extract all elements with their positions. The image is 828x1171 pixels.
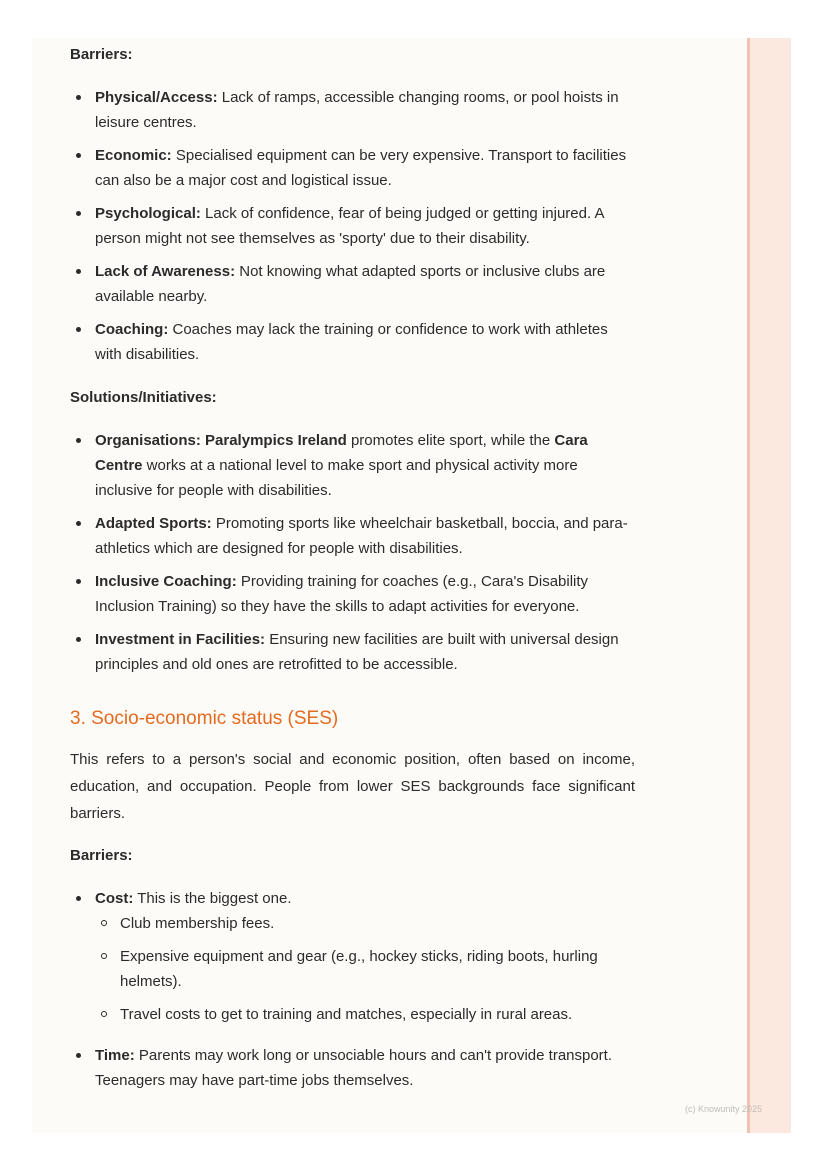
list-item: Economic: Specialised equipment can be very expensive. Transport to facilities can also be a major cost and logistical issue. [70, 143, 635, 193]
right-margin-line [747, 38, 750, 1133]
list-item: Cost: This is the biggest one. Club membership fees. Expensive equipment and gear (e.g., hockey sticks, riding boots, hurling helmets). Travel costs to get to training and matches, especially in rural areas. [70, 886, 635, 1027]
solutions-heading: Solutions/Initiatives: [70, 389, 217, 406]
list-item: Inclusive Coaching: Providing training for coaches (e.g., Cara's Disability Inclusion Training) so they have the skills to adapt activities for everyone. [70, 569, 635, 619]
sub-list-item: Club membership fees. [95, 911, 635, 936]
list-item: Psychological: Lack of confidence, fear of being judged or getting injured. A person might not see themselves as 'sporty' due to their disability. [70, 201, 635, 251]
barriers-list [70, 85, 635, 367]
document-content [70, 42, 635, 1093]
list-item: Physical/Access: Lack of ramps, accessible changing rooms, or pool hoists in leisure centres. [70, 85, 635, 135]
ses-intro-paragraph: This refers to a person's social and economic position, often based on income, education, and occupation. People from lower SES backgrounds face significant barriers. [70, 751, 635, 822]
cost-sublist [95, 911, 635, 1027]
solutions-list [70, 428, 635, 677]
copyright-footer: (c) Knowunity 2025 [685, 1104, 763, 1114]
barriers-heading: Barriers: [70, 46, 133, 63]
section-title: 3. Socio-economic status (SES) [70, 708, 339, 729]
list-item: Adapted Sports: Promoting sports like wheelchair basketball, boccia, and para-athletics which are designed for people with disabilities. [70, 511, 635, 561]
list-item: Coaching: Coaches may lack the training or confidence to work with athletes with disabilities. [70, 317, 635, 367]
list-item: Time: Parents may work long or unsociable hours and can't provide transport. Teenagers may have part-time jobs themselves. [70, 1043, 635, 1093]
sub-list-item: Travel costs to get to training and matches, especially in rural areas. [95, 1002, 635, 1027]
ses-barriers-list [70, 886, 635, 1093]
right-margin-band [749, 38, 791, 1133]
ses-barriers-heading: Barriers: [70, 847, 133, 864]
sub-list-item: Expensive equipment and gear (e.g., hockey sticks, riding boots, hurling helmets). [95, 944, 635, 994]
list-item: Lack of Awareness: Not knowing what adapted sports or inclusive clubs are available nearby. [70, 259, 635, 309]
list-item: Investment in Facilities: Ensuring new facilities are built with universal design principles and old ones are retrofitted to be accessible. [70, 627, 635, 677]
list-item: Organisations: Paralympics Ireland promotes elite sport, while the Cara Centre works at a national level to make sport and physical activity more inclusive for people with disabilities. [70, 428, 635, 503]
